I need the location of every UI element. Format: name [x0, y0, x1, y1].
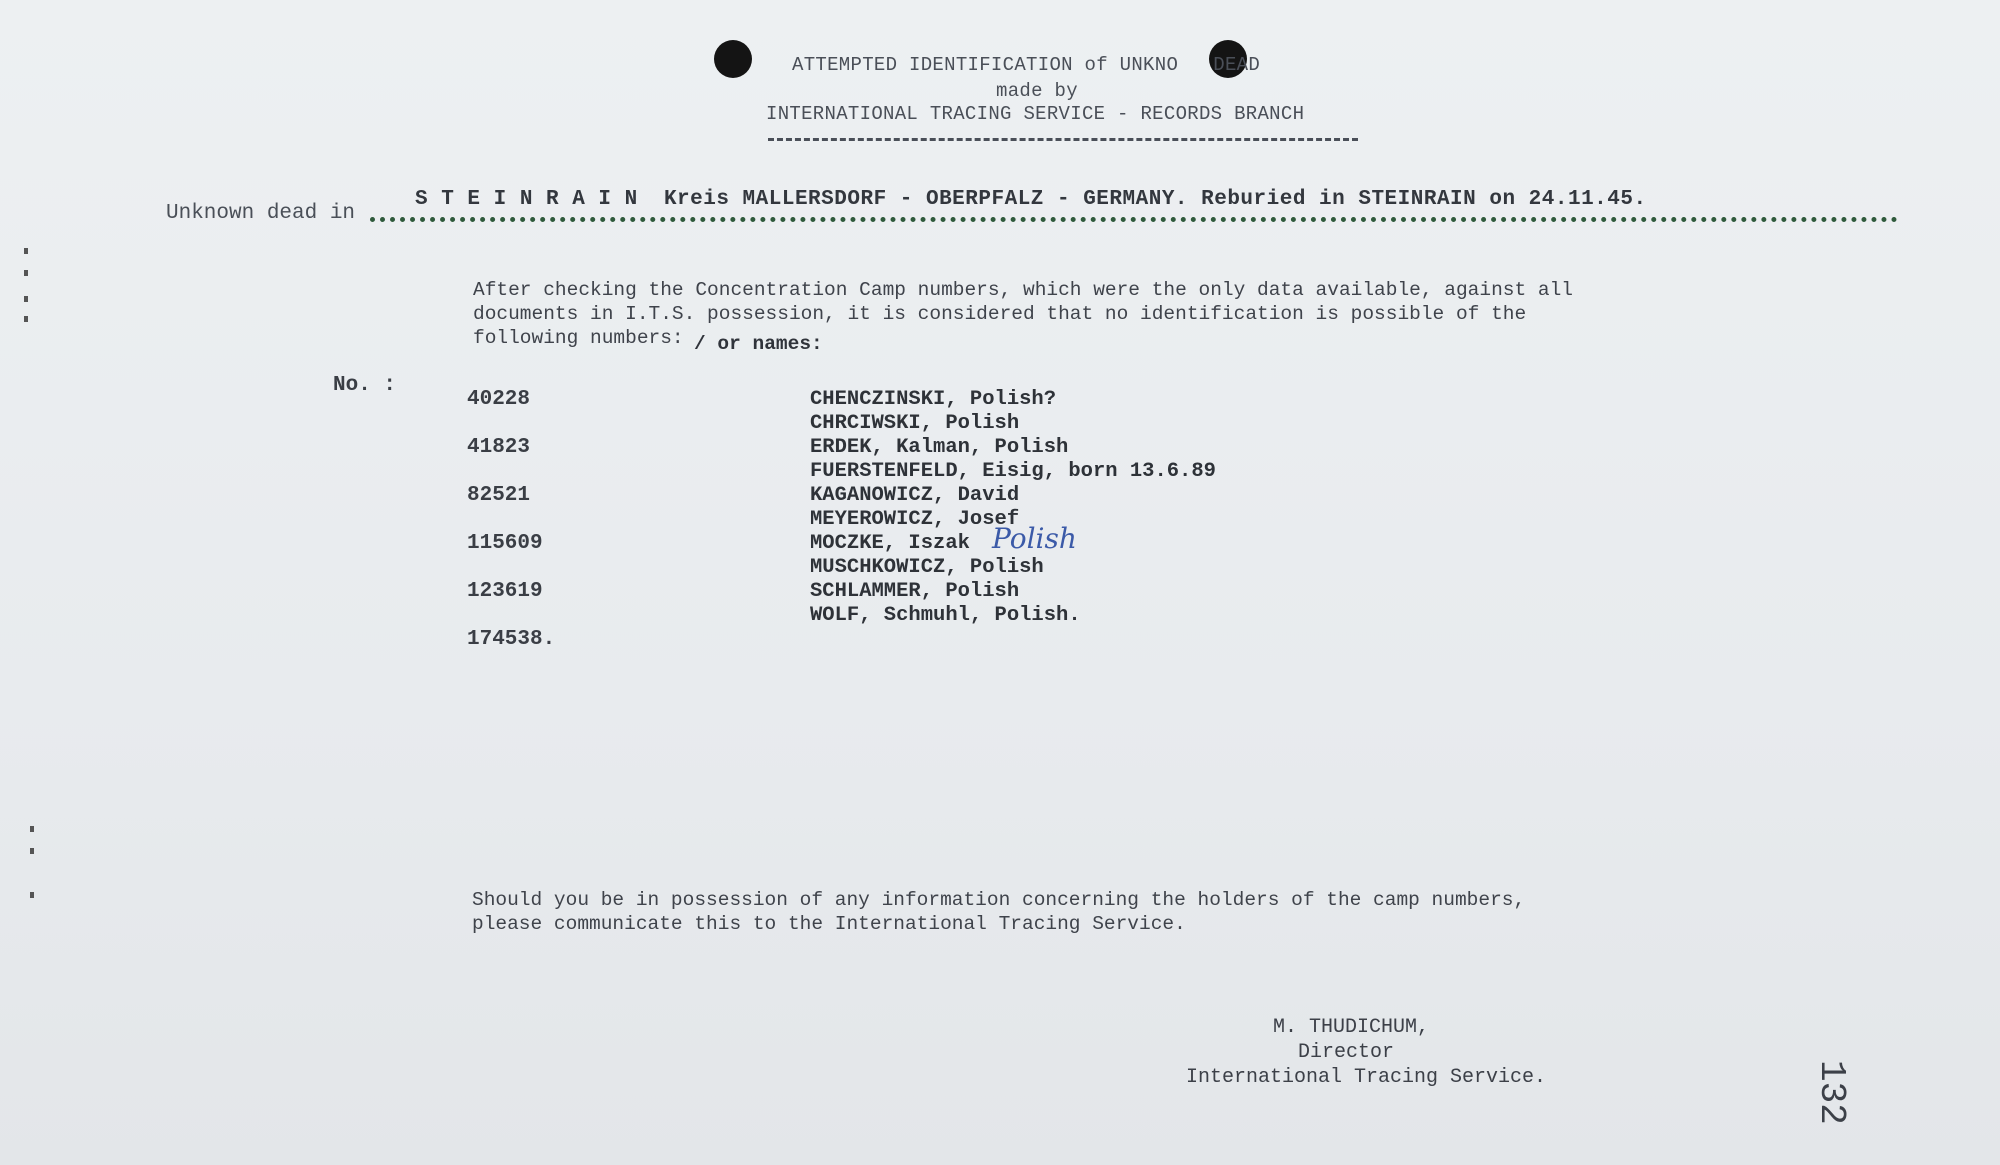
- paragraph-line-3-suffix: / or names:: [694, 333, 823, 355]
- camp-number: 82521: [467, 484, 531, 507]
- name-entry: MOCZKE, Iszak: [810, 532, 970, 555]
- name-entry: FUERSTENFELD, Eisig, born 13.6.89: [810, 460, 1216, 483]
- location-value: S T E I N R A I N Kreis MALLERSDORF - OBERPFALZ - GERMANY. Reburied in STEINRAIN on 24.11.45.: [415, 188, 1647, 211]
- closing-line-2: please communicate this to the International Tracing Service.: [472, 913, 1186, 935]
- name-entry: MEYEROWICZ, Josef: [810, 508, 1020, 531]
- name-entry: ERDEK, Kalman, Polish: [810, 436, 1069, 459]
- name-entry: WOLF, Schmuhl, Polish.: [810, 604, 1081, 627]
- margin-mark: [24, 296, 28, 302]
- camp-number: 123619: [467, 580, 543, 603]
- camp-number: 41823: [467, 436, 531, 459]
- margin-mark: [24, 270, 28, 276]
- header-subtitle: made by: [996, 80, 1078, 102]
- signature-title: Director: [1298, 1041, 1395, 1064]
- page-number: 132: [1811, 1060, 1852, 1125]
- camp-number: 115609: [467, 532, 543, 555]
- location-label: Unknown dead in: [166, 202, 356, 225]
- name-entry: KAGANOWICZ, David: [810, 484, 1020, 507]
- name-entry: SCHLAMMER, Polish: [810, 580, 1020, 603]
- camp-number: 174538.: [467, 628, 556, 651]
- dotted-leader: [370, 217, 1898, 222]
- paragraph-line-1: After checking the Concentration Camp numbers, which were the only data available, against all: [473, 279, 1573, 301]
- closing-line-1: Should you be in possession of any information concerning the holders of the camp numbers,: [472, 889, 1526, 911]
- margin-mark: [24, 316, 28, 322]
- margin-mark: [24, 248, 28, 254]
- header-title: ATTEMPTED IDENTIFICATION of UNKNO DEAD: [792, 54, 1261, 76]
- name-entry: MUSCHKOWICZ, Polish: [810, 556, 1044, 579]
- header-organization: INTERNATIONAL TRACING SERVICE - RECORDS BRANCH: [766, 103, 1305, 125]
- margin-mark: [30, 892, 34, 898]
- signature-name: M. THUDICHUM,: [1273, 1016, 1430, 1039]
- signature-organization: International Tracing Service.: [1186, 1066, 1547, 1089]
- punch-hole-left: [714, 40, 752, 78]
- name-entry: CHRCIWSKI, Polish: [810, 412, 1020, 435]
- paragraph-line-2: documents in I.T.S. possession, it is considered that no identification is possible of the: [473, 303, 1527, 325]
- camp-number: 40228: [467, 388, 531, 411]
- header-rule: [768, 138, 1358, 141]
- number-label: No. :: [333, 374, 397, 397]
- margin-mark: [30, 826, 34, 832]
- handwritten-annotation: Polish: [992, 522, 1077, 555]
- paragraph-line-3: following numbers:: [473, 327, 684, 349]
- name-entry: CHENCZINSKI, Polish?: [810, 388, 1057, 411]
- margin-mark: [30, 848, 34, 854]
